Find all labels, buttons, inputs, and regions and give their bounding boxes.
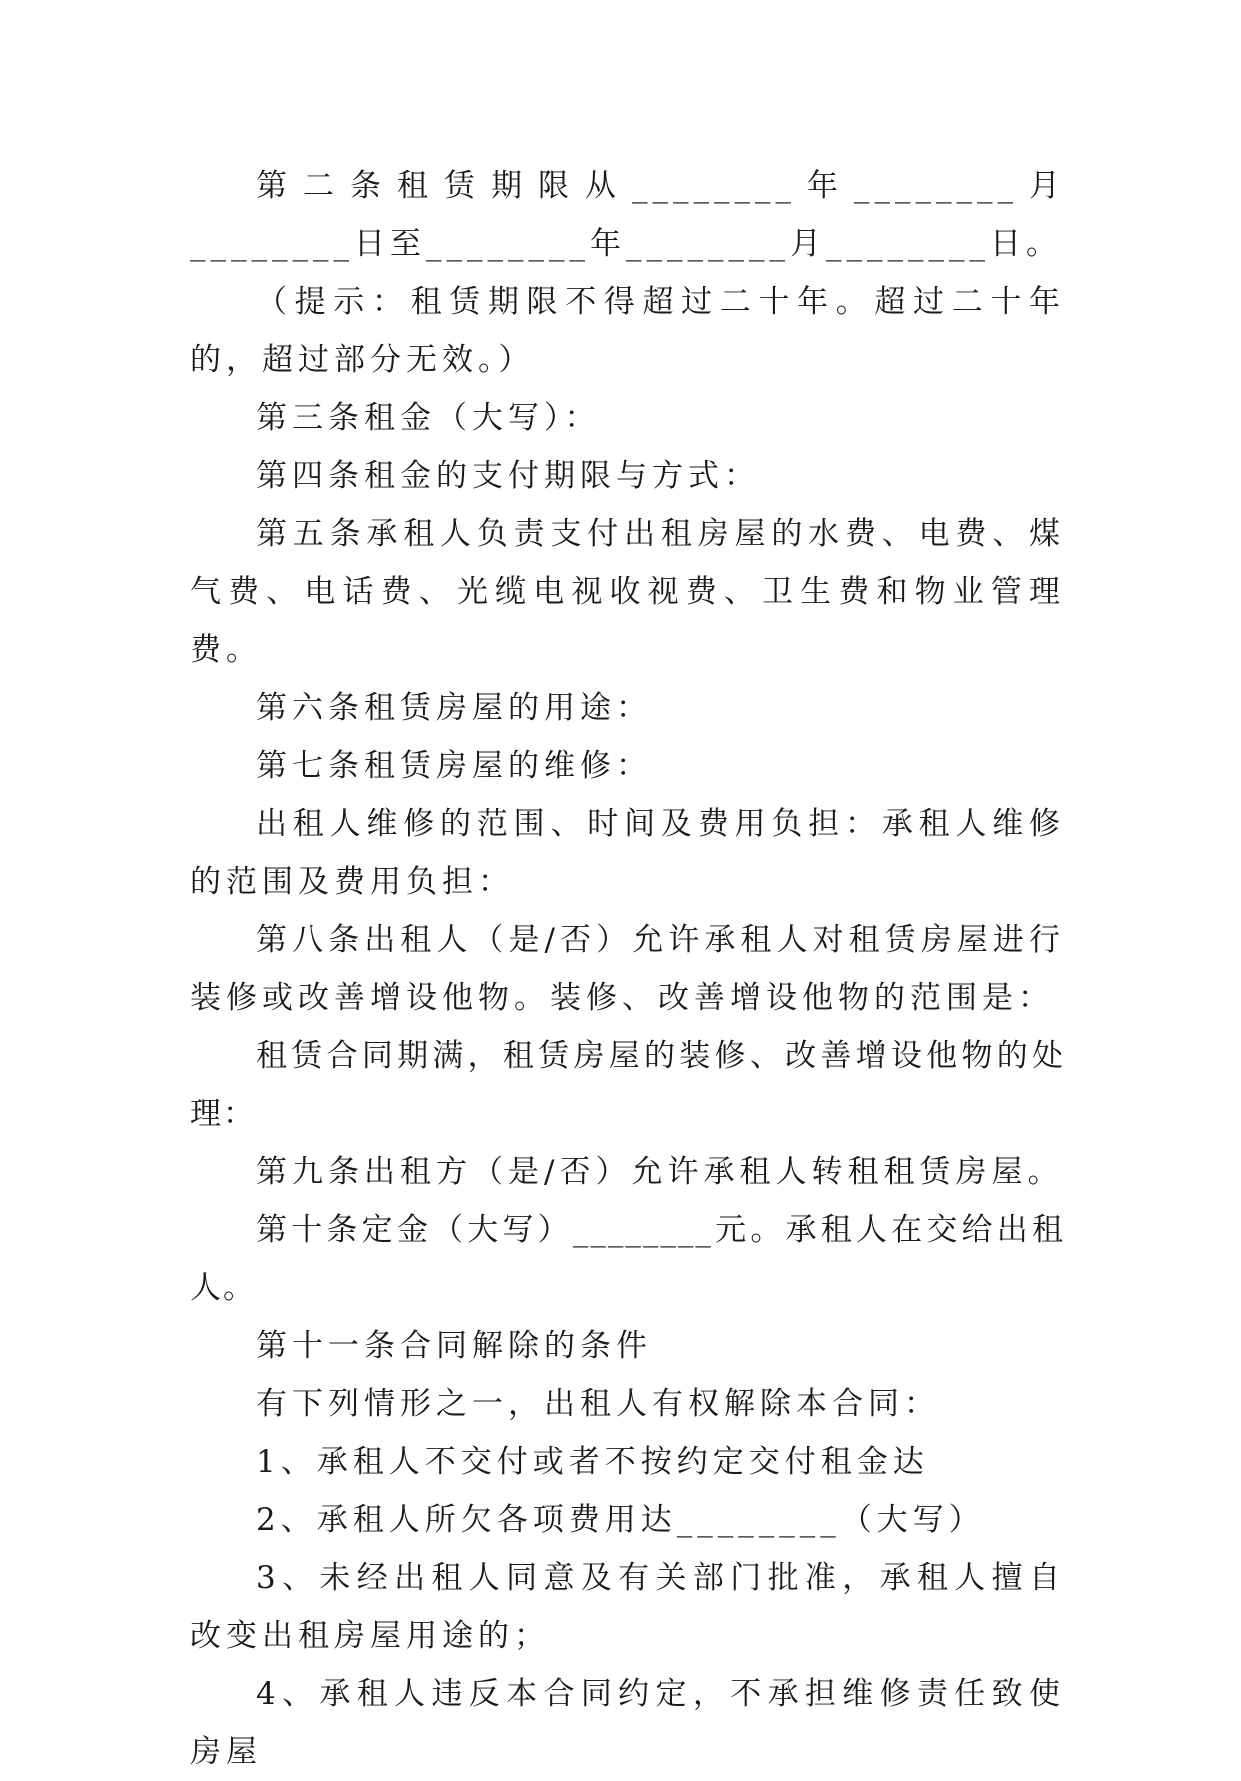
clause-10-deposit: 第十条定金（大写）________元。承租人在交给出租人。: [190, 1212, 1065, 1306]
termination-item-2: 2、承租人所欠各项费用达________（大写）: [256, 1502, 985, 1538]
clause-7-maintenance: 第七条租赁房屋的维修：: [256, 748, 652, 784]
clause-11-termination: 第十一条合同解除的条件: [256, 1328, 652, 1364]
clause-4-payment: 第四条租金的支付期限与方式：: [256, 458, 760, 494]
maintenance-scope: 出租人维修的范围、时间及费用负担：承租人维修的范围及费用负担：: [190, 806, 1065, 900]
clause-8-renovation: 第八条出租人（是/否）允许承租人对租赁房屋进行装修或改善增设他物。装修、改善增设他物的范围是：: [190, 922, 1065, 1016]
clause-6-usage: 第六条租赁房屋的用途：: [256, 690, 652, 726]
document-page: [190, 157, 1065, 1781]
clause-9-sublease: 第九条出租方（是/否）允许承租人转租租赁房屋。: [256, 1154, 1064, 1190]
clause-2-lease-term: 第二条租赁期限从________年________月________日至________年________月________日。: [190, 168, 1065, 262]
termination-item-3: 3、未经出租人同意及有关部门批准，承租人擅自改变出租房屋用途的；: [190, 1560, 1065, 1654]
termination-item-1: 1、承租人不交付或者不按约定交付租金达: [256, 1444, 929, 1480]
lease-term-note: （提示：租赁期限不得超过二十年。超过二十年的，超过部分无效。）: [190, 284, 1065, 378]
renovation-expiry: 租赁合同期满，租赁房屋的装修、改善增设他物的处理：: [190, 1038, 1065, 1132]
termination-intro: 有下列情形之一，出租人有权解除本合同：: [256, 1386, 940, 1422]
clause-5-fees: 第五条承租人负责支付出租房屋的水费、电费、煤气费、电话费、光缆电视收视费、卫生费和物业管理费。: [190, 516, 1065, 668]
termination-item-4: 4、承租人违反本合同约定，不承担维修责任致使房屋: [190, 1676, 1065, 1770]
clause-3-rent: 第三条租金（大写）：: [256, 400, 601, 436]
